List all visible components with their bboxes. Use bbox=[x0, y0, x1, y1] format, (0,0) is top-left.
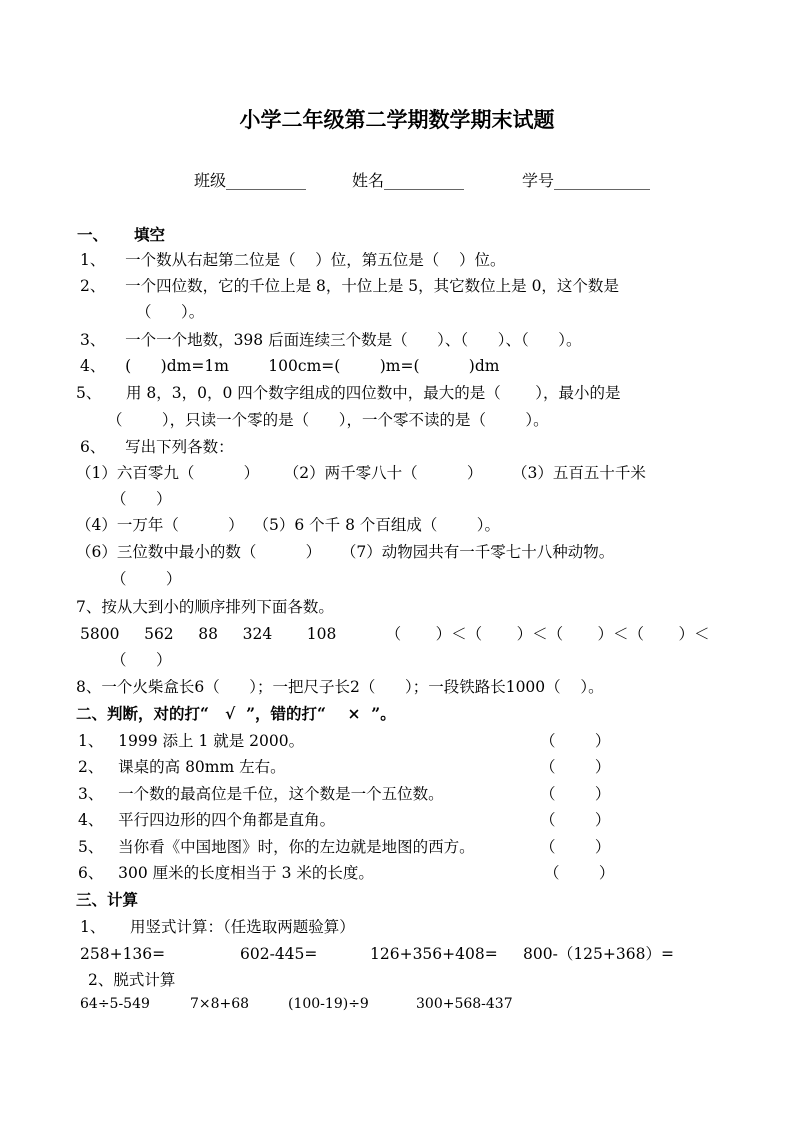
fill-question-5: 5、 用 8，3，0，0 四个数字组成的四位数中，最大的是（ ），最小的是 bbox=[76, 384, 621, 402]
stepwise-problem-3: (100-19)÷9 bbox=[288, 996, 369, 1012]
fill-question-6-row2: （4）一万年（ ） （5）6 个千 8 个百组成（ ）。 bbox=[76, 516, 501, 534]
fill-question-7-numbers: 5800 562 88 324 108 （ ）＜（ ）＜（ ）＜（ ）＜ bbox=[80, 625, 710, 643]
judge-item-2: 2、 课桌的高 80mm 左右。 bbox=[78, 758, 286, 776]
judge-item-6: 6、 300 厘米的长度相当于 3 米的长度。 bbox=[78, 864, 374, 882]
fill-question-6-row3-cont: （ ） bbox=[111, 570, 182, 588]
calc-problem-2: 602-445= bbox=[240, 945, 318, 963]
fill-question-2: 2、 一个四位数，它的千位上是 8，十位上是 5，其它数位上是 0，这个数是 bbox=[80, 277, 619, 295]
vertical-calc-instruction: 1、 用竖式计算：（任选取两题验算） bbox=[80, 918, 355, 936]
judge-answer-1: （ ） bbox=[540, 732, 611, 750]
fill-question-6-row1-cont: （ ） bbox=[111, 490, 172, 508]
judge-item-1: 1、 1999 添上 1 就是 2000。 bbox=[78, 732, 305, 750]
calc-problem-1: 258+136= bbox=[80, 945, 166, 963]
stepwise-problem-1: 64÷5-549 bbox=[80, 996, 150, 1012]
judge-answer-6: （ ） bbox=[544, 864, 615, 882]
fill-question-5-cont: （ ），只读一个零的是（ ），一个零不读的是（ ）。 bbox=[107, 411, 549, 429]
fill-question-7-cont: （ ） bbox=[111, 651, 172, 669]
page-title: 小学二年级第二学期数学期末试题 bbox=[239, 107, 555, 132]
stepwise-problem-4: 300+568-437 bbox=[416, 996, 513, 1012]
judge-item-4: 4、 平行四边形的四个角都是直角。 bbox=[78, 811, 336, 829]
fill-question-6-row3: （6）三位数中最小的数（ ） （7）动物园共有一千零七十八种动物。 bbox=[76, 543, 615, 561]
section1-heading: 填空 bbox=[134, 225, 166, 244]
section1-number: 一、 bbox=[77, 225, 109, 244]
judge-answer-3: （ ） bbox=[540, 785, 611, 803]
student-id-field-label: 学号____________ bbox=[522, 171, 651, 190]
fill-question-4: 4、 ( )dm=1m 100cm=( )m=( )dm bbox=[80, 357, 500, 375]
fill-question-6-row1: （1）六百零九（ ） （2）两千零八十（ ） （3）五百五十千米 bbox=[76, 464, 646, 482]
calc-problem-4: 800-（125+368）= bbox=[523, 945, 674, 963]
judge-item-3: 3、 一个数的最高位是千位，这个数是一个五位数。 bbox=[78, 785, 444, 803]
stepwise-problem-2: 7×8+68 bbox=[190, 996, 250, 1012]
name-field-label: 姓名__________ bbox=[352, 171, 465, 190]
section2-heading: 二、判断，对的打“ √ ”，错的打“ × ”。 bbox=[76, 704, 396, 723]
judge-answer-5: （ ） bbox=[540, 838, 611, 856]
class-field-label: 班级__________ bbox=[194, 171, 307, 190]
stepwise-calc-instruction: 2、脱式计算 bbox=[88, 971, 176, 989]
fill-question-3: 3、 一个一个地数，398 后面连续三个数是（ ）、（ ）、（ ）。 bbox=[80, 331, 582, 349]
fill-question-1: 1、 一个数从右起第二位是（ ）位，第五位是（ ）位。 bbox=[80, 251, 506, 269]
judge-answer-4: （ ） bbox=[540, 811, 611, 829]
fill-question-7: 7、按从大到小的顺序排列下面各数。 bbox=[76, 598, 334, 616]
fill-question-6: 6、 写出下列各数： bbox=[80, 438, 234, 456]
judge-answer-2: （ ） bbox=[540, 758, 611, 776]
fill-question-2-cont: （ ）。 bbox=[136, 303, 205, 321]
judge-item-5: 5、 当你看《中国地图》时，你的左边就是地图的西方。 bbox=[78, 838, 475, 856]
calc-problem-3: 126+356+408= bbox=[370, 945, 498, 963]
section3-heading: 三、计算 bbox=[76, 890, 139, 909]
fill-question-8: 8、一个火柴盒长6（ ）；一把尺子长2（ ）；一段铁路长1000（ ）。 bbox=[76, 678, 604, 696]
